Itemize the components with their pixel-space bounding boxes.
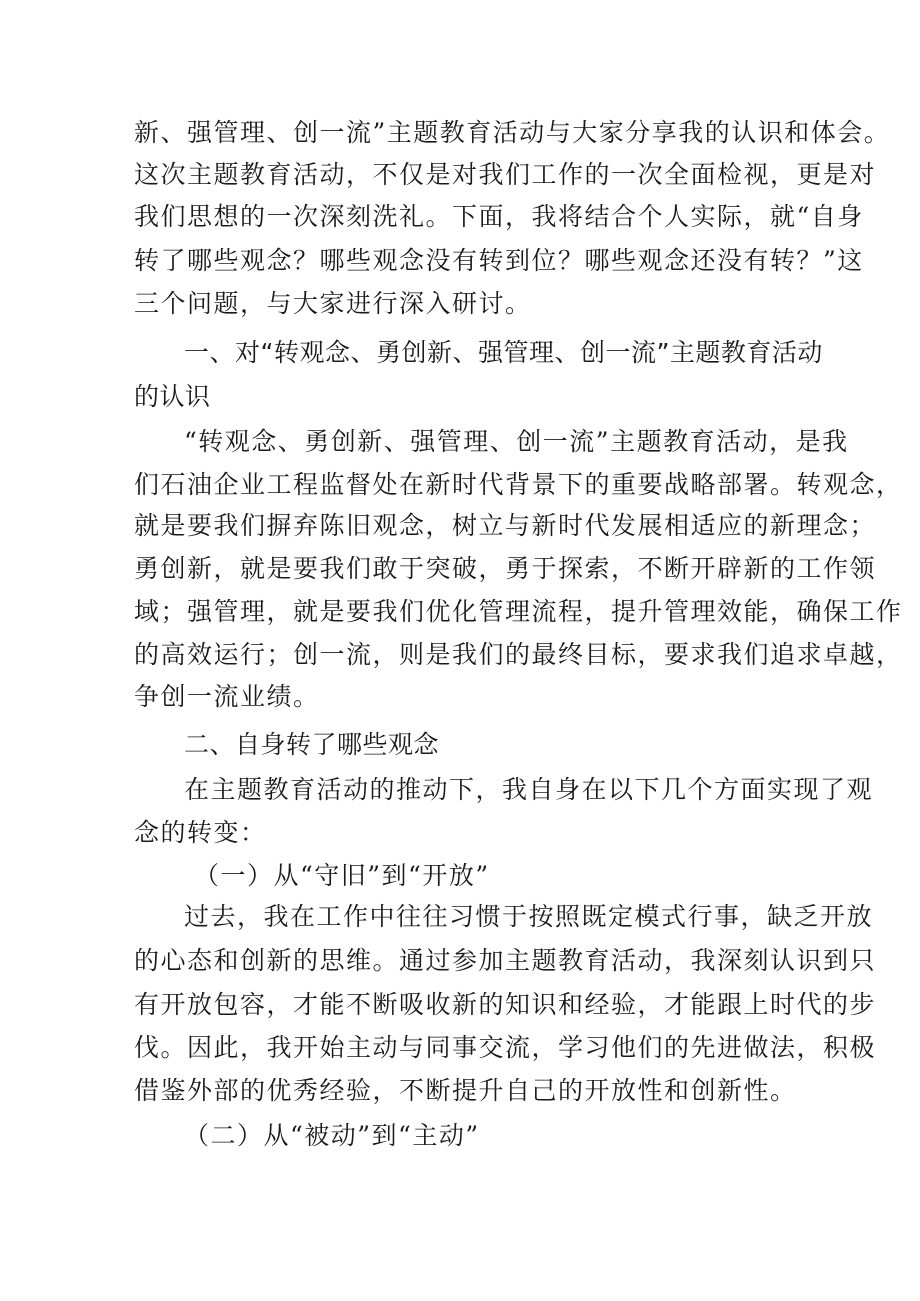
paragraph-line: 争创一流业绩。 [134, 682, 320, 711]
paragraph-line: 过去，我在工作中往往习惯于按照既定模式行事，缺乏开放 [184, 902, 874, 931]
paragraph-line: 们石油企业工程监督处在新时代背景下的重要战略部署。转观念， [134, 470, 903, 499]
subsection-heading-1: （一）从“守旧”到“开放” [194, 861, 490, 890]
paragraph-line: 念的转变： [134, 818, 267, 847]
paragraph-line: 转了哪些观念？哪些观念没有转到位？哪些观念还没有转？”这 [134, 246, 864, 275]
section-heading-2: 二、自身转了哪些观念 [184, 730, 440, 759]
paragraph-line: 伐。因此，我开始主动与同事交流，学习他们的先进做法，积极 [134, 1033, 877, 1062]
paragraph-line: 在主题教育活动的推动下，我自身在以下几个方面实现了观 [184, 775, 874, 804]
paragraph-line: 借鉴外部的优秀经验，不断提升自己的开放性和创新性。 [134, 1076, 797, 1105]
paragraph-line: 就是要我们摒弃陈旧观念，树立与新时代发展相适应的新理念； [134, 511, 877, 540]
paragraph-line: 这次主题教育活动，不仅是对我们工作的一次全面检视，更是对 [134, 160, 877, 189]
paragraph-line: 域；强管理，就是要我们优化管理流程，提升管理效能，确保工作 [134, 597, 903, 626]
subsection-heading-2: （二）从“被动”到“主动” [184, 1121, 480, 1150]
paragraph-line: 的心态和创新的思维。通过参加主题教育活动，我深刻认识到只 [134, 946, 877, 975]
paragraph-line: “转观念、勇创新、强管理、创一流”主题教育活动，是我 [184, 427, 849, 456]
paragraph-line: 三个问题，与大家进行深入研讨。 [134, 289, 532, 318]
paragraph-line: 勇创新，就是要我们敢于突破，勇于探索，不断开辟新的工作领 [134, 554, 877, 583]
paragraph-line: 新、强管理、创一流”主题教育活动与大家分享我的认识和体会。 [134, 118, 891, 147]
section-heading-1-continued: 的认识 [134, 382, 211, 411]
paragraph-line: 有开放包容，才能不断吸收新的知识和经验，才能跟上时代的步 [134, 990, 877, 1019]
paragraph-line: 的高效运行；创一流，则是我们的最终目标，要求我们追求卓越， [134, 640, 903, 669]
section-heading-1: 一、对“转观念、勇创新、强管理、创一流”主题教育活动 [184, 338, 823, 367]
paragraph-line: 我们思想的一次深刻洗礼。下面，我将结合个人实际，就“自身 [134, 202, 864, 231]
